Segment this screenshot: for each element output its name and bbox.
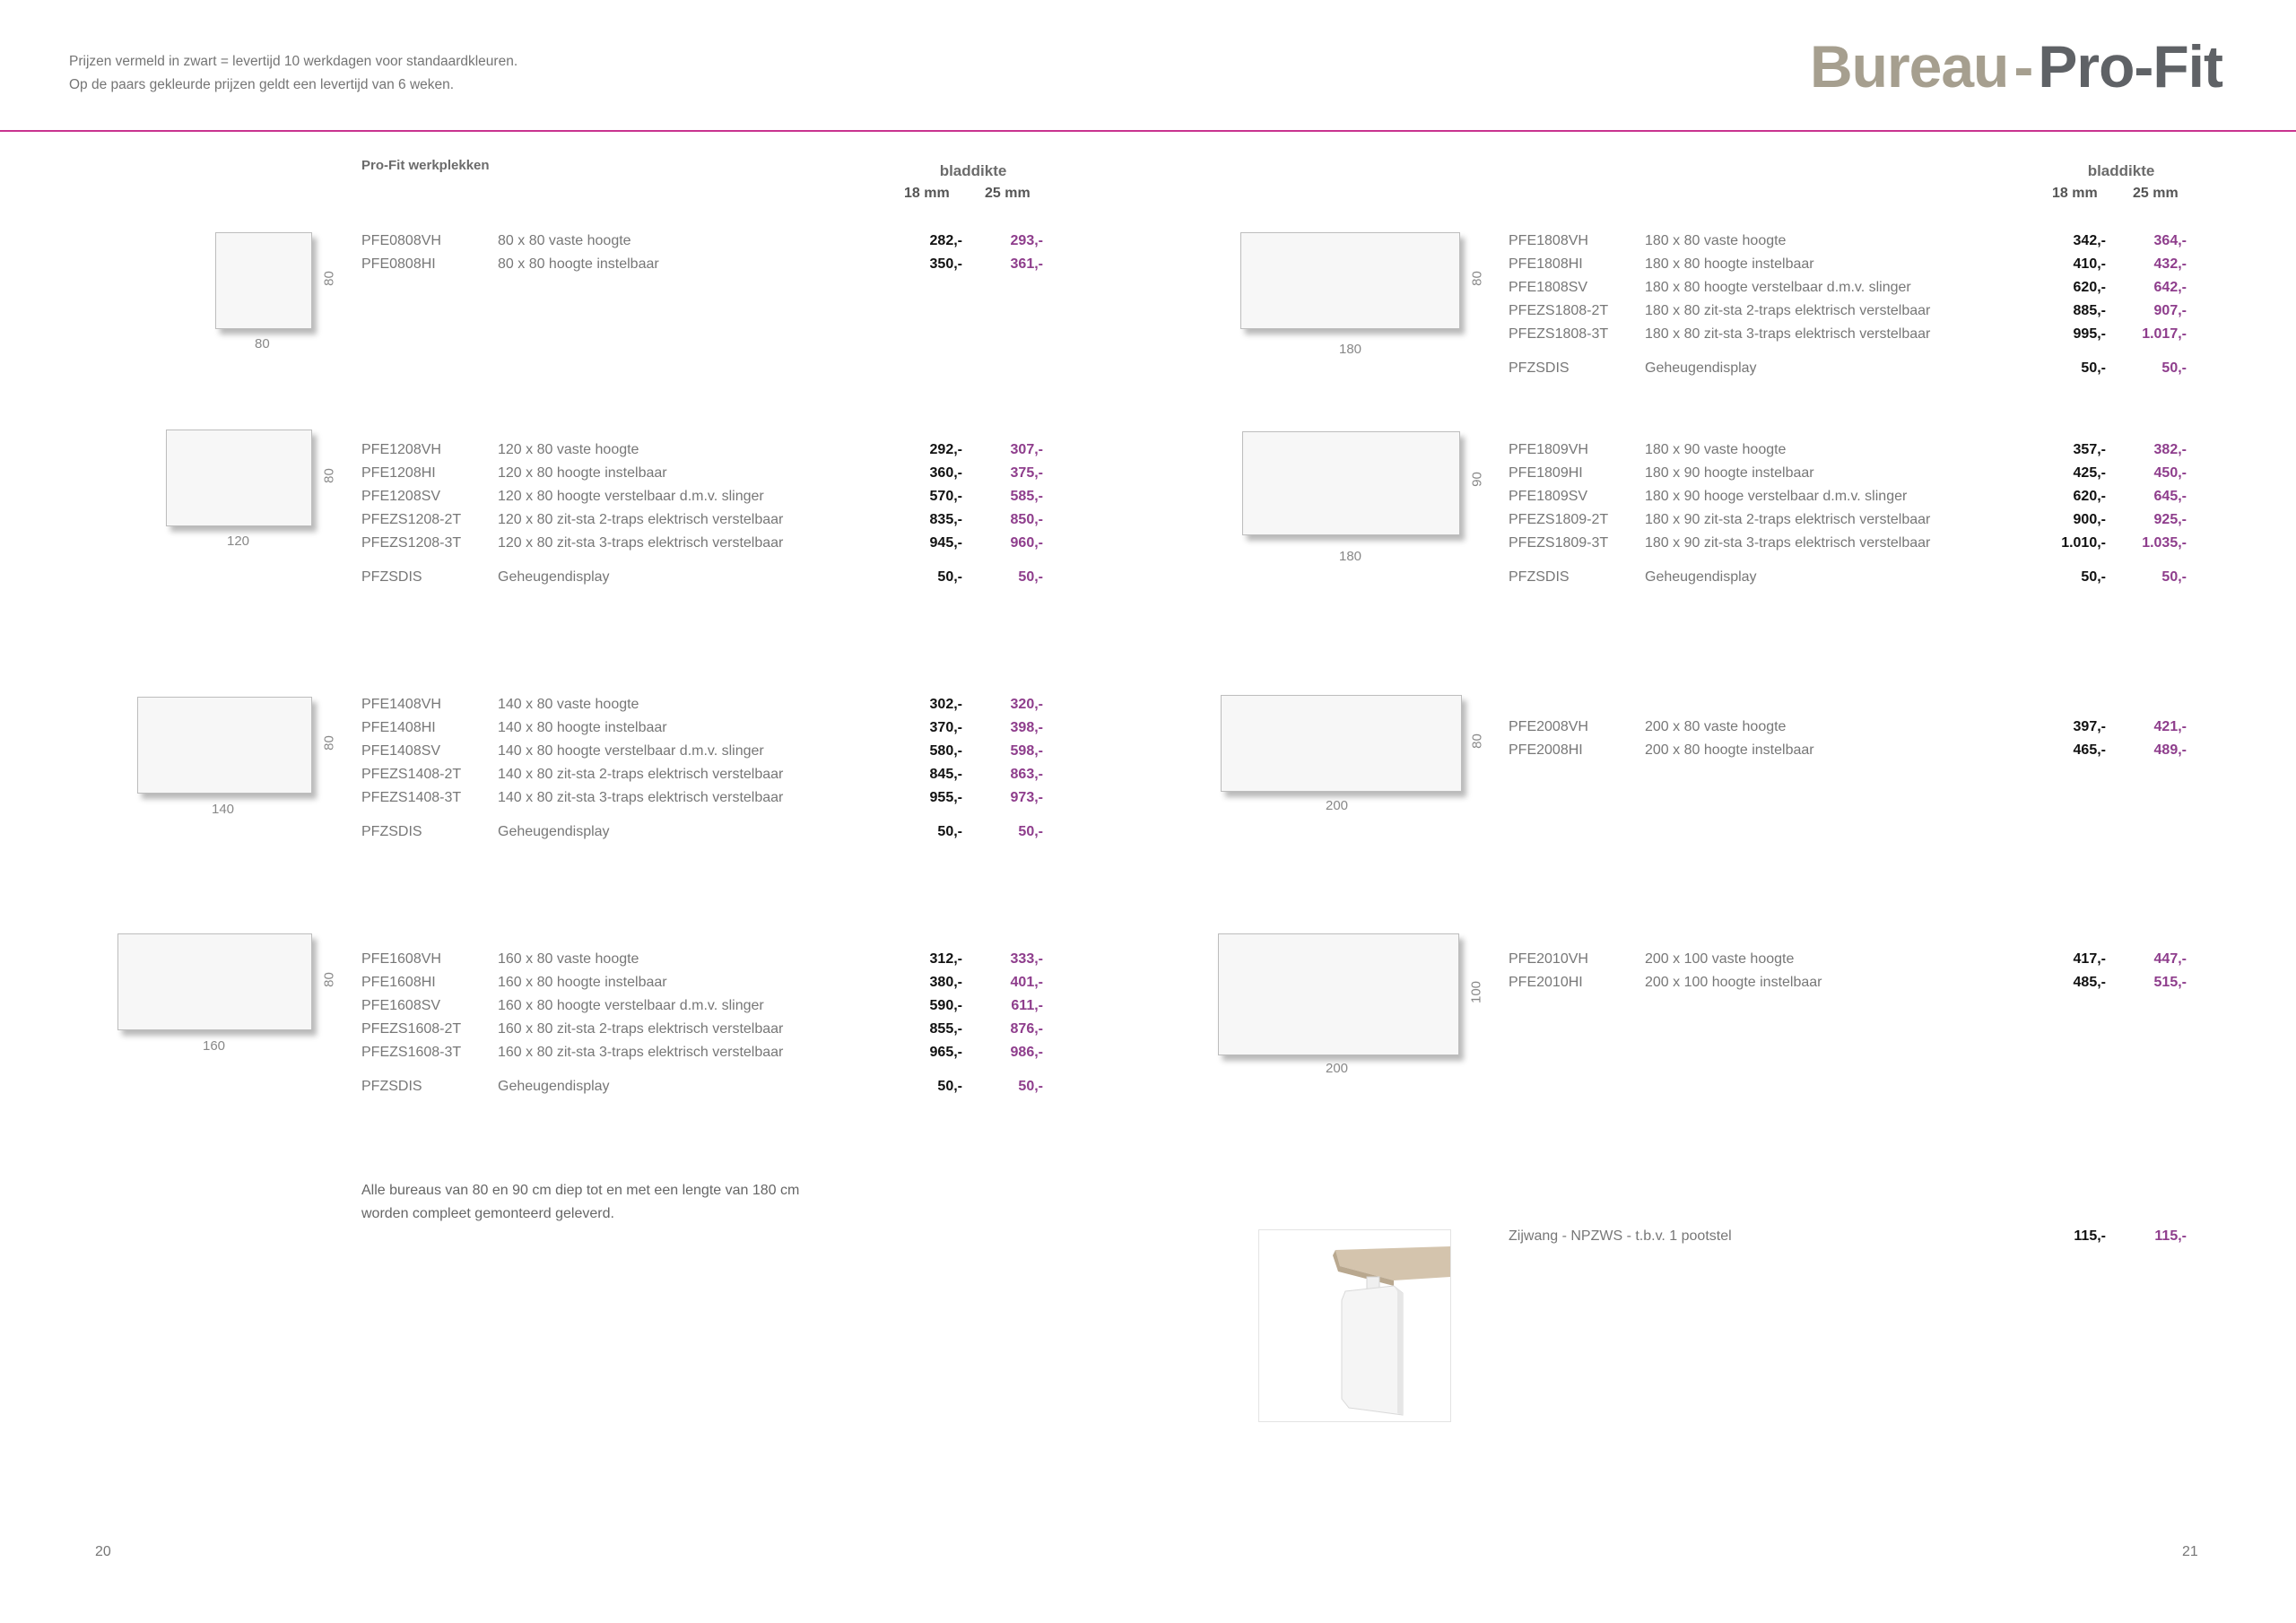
side-panel-photo: [1258, 1229, 1451, 1422]
product-desc: 160 x 80 vaste hoogte: [498, 951, 639, 967]
price-18mm: 410,-: [2073, 256, 2106, 272]
product-desc: 120 x 80 vaste hoogte: [498, 442, 639, 457]
assembly-footnote-line-2: worden compleet gemonteerd geleverd.: [361, 1206, 614, 1221]
product-code: PFEZS1808-2T: [1509, 303, 1609, 318]
product-code: PFEZS1809-3T: [1509, 535, 1609, 551]
price-25mm: 973,-: [1010, 790, 1043, 805]
product-desc: 180 x 90 vaste hoogte: [1645, 442, 1787, 457]
price-18mm: 115,-: [2074, 1228, 2106, 1244]
title-part-1: Bureau: [1809, 33, 2009, 100]
desk-depth-label: 100: [1468, 980, 1484, 1004]
product-desc: 180 x 90 zit-sta 2-traps elektrisch verstelbaar: [1645, 512, 1931, 527]
product-code: PFE2010VH: [1509, 951, 1588, 967]
price-25mm: 50,-: [2161, 360, 2187, 376]
price-18mm: 360,-: [929, 465, 962, 481]
price-18mm: 945,-: [929, 535, 962, 551]
price-18mm: 342,-: [2073, 233, 2106, 248]
price-25mm: 50,-: [2161, 569, 2187, 585]
right-col-header: bladdikte: [2087, 162, 2155, 179]
left-col-18mm: 18 mm: [904, 186, 950, 201]
desk-diagram-120x80: [166, 430, 312, 526]
desk-diagram-160x80: [117, 933, 312, 1030]
product-code: PFE1608HI: [361, 975, 436, 990]
section-title: Pro-Fit werkplekken: [361, 158, 490, 173]
desk-width-label: 80: [255, 336, 270, 352]
price-25mm: 333,-: [1010, 951, 1043, 967]
page-number-right: 21: [2182, 1544, 2198, 1559]
product-desc: 180 x 80 hoogte verstelbaar d.m.v. slinger: [1645, 280, 1911, 295]
desk-width-label: 180: [1339, 342, 1362, 357]
price-25mm: 986,-: [1010, 1045, 1043, 1060]
price-18mm: 50,-: [2081, 569, 2106, 585]
price-18mm: 50,-: [937, 1079, 962, 1094]
product-code: PFEZS1608-3T: [361, 1045, 462, 1060]
price-18mm: 580,-: [929, 743, 962, 759]
right-col-18mm: 18 mm: [2052, 186, 2098, 201]
price-18mm: 370,-: [929, 720, 962, 735]
product-code: PFEZS1408-2T: [361, 767, 462, 782]
product-desc: 180 x 80 hoogte instelbaar: [1645, 256, 1814, 272]
desk-depth-label: 80: [1469, 271, 1485, 286]
price-25mm: 642,-: [2153, 280, 2187, 295]
product-code: PFE0808HI: [361, 256, 436, 272]
page-title: [1810, 32, 2222, 100]
desk-depth-label: 80: [321, 468, 337, 483]
price-18mm: 282,-: [929, 233, 962, 248]
product-code: PFEZS1208-3T: [361, 535, 462, 551]
product-desc: 160 x 80 hoogte instelbaar: [498, 975, 667, 990]
desk-depth-label: 80: [321, 271, 337, 286]
price-25mm: 907,-: [2153, 303, 2187, 318]
price-18mm: 995,-: [2073, 326, 2106, 342]
price-18mm: 50,-: [937, 824, 962, 839]
product-desc: 140 x 80 hoogte verstelbaar d.m.v. slinger: [498, 743, 764, 759]
product-code: PFE1408HI: [361, 720, 436, 735]
price-note-line-1: Prijzen vermeld in zwart = levertijd 10 werkdagen voor standaardkleuren.: [69, 54, 518, 69]
product-desc: 140 x 80 vaste hoogte: [498, 697, 639, 712]
desk-diagram-180x80: [1240, 232, 1460, 329]
product-code: PFE2008VH: [1509, 719, 1588, 734]
desk-depth-label: 80: [321, 972, 337, 987]
product-desc: 120 x 80 hoogte instelbaar: [498, 465, 667, 481]
product-desc: 140 x 80 zit-sta 2-traps elektrisch verstelbaar: [498, 767, 784, 782]
price-25mm: 361,-: [1010, 256, 1043, 272]
product-desc: 200 x 80 vaste hoogte: [1645, 719, 1787, 734]
desk-width-label: 200: [1326, 798, 1349, 813]
product-code: PFE1408VH: [361, 697, 441, 712]
page-number-left: 20: [95, 1544, 111, 1559]
product-desc: Geheugendisplay: [1645, 360, 1757, 376]
price-18mm: 485,-: [2073, 975, 2106, 990]
price-25mm: 364,-: [2153, 233, 2187, 248]
product-desc: 200 x 100 vaste hoogte: [1645, 951, 1795, 967]
price-18mm: 380,-: [929, 975, 962, 990]
product-desc: Geheugendisplay: [498, 824, 610, 839]
price-25mm: 307,-: [1010, 442, 1043, 457]
price-25mm: 320,-: [1010, 697, 1043, 712]
price-18mm: 570,-: [929, 489, 962, 504]
desk-diagram-200x100: [1218, 933, 1459, 1055]
price-25mm: 421,-: [2153, 719, 2187, 734]
product-code: PFE1208SV: [361, 489, 441, 504]
price-18mm: 845,-: [929, 767, 962, 782]
desk-depth-label: 80: [321, 735, 337, 751]
left-col-25mm: 25 mm: [985, 186, 1031, 201]
product-desc: 180 x 90 hoogte instelbaar: [1645, 465, 1814, 481]
price-18mm: 417,-: [2073, 951, 2106, 967]
product-code: PFZSDIS: [1509, 569, 1570, 585]
assembly-footnote: [361, 1179, 799, 1226]
price-18mm: 620,-: [2073, 489, 2106, 504]
price-25mm: 50,-: [1018, 569, 1043, 585]
price-18mm: 620,-: [2073, 280, 2106, 295]
product-desc: 120 x 80 zit-sta 3-traps elektrisch verstelbaar: [498, 535, 784, 551]
right-col-25mm: 25 mm: [2133, 186, 2179, 201]
product-desc: 180 x 80 zit-sta 3-traps elektrisch verstelbaar: [1645, 326, 1931, 342]
product-code: PFE1408SV: [361, 743, 441, 759]
price-18mm: 292,-: [929, 442, 962, 457]
product-desc: 180 x 90 hooge verstelbaar d.m.v. slinger: [1645, 489, 1908, 504]
price-25mm: 515,-: [2153, 975, 2187, 990]
product-code: PFE0808VH: [361, 233, 441, 248]
product-code: PFE1808SV: [1509, 280, 1588, 295]
product-desc: 120 x 80 hoogte verstelbaar d.m.v. slinger: [498, 489, 764, 504]
price-25mm: 611,-: [1011, 998, 1043, 1013]
price-25mm: 598,-: [1010, 743, 1043, 759]
desk-diagram-80x80: [215, 232, 312, 329]
product-code: PFE1208VH: [361, 442, 441, 457]
product-code: PFEZS1208-2T: [361, 512, 462, 527]
product-code: PFEZS1608-2T: [361, 1021, 462, 1037]
product-code: PFEZS1809-2T: [1509, 512, 1609, 527]
price-25mm: 645,-: [2153, 489, 2187, 504]
product-code: PFZSDIS: [1509, 360, 1570, 376]
left-col-header: bladdikte: [939, 162, 1007, 179]
price-25mm: 50,-: [1018, 824, 1043, 839]
price-25mm: 960,-: [1010, 535, 1043, 551]
price-18mm: 590,-: [929, 998, 962, 1013]
price-25mm: 863,-: [1010, 767, 1043, 782]
desk-width-label: 160: [203, 1038, 226, 1054]
product-code: PFE2008HI: [1509, 742, 1583, 758]
price-18mm: 357,-: [2073, 442, 2106, 457]
price-18mm: 50,-: [2081, 360, 2106, 376]
product-code: PFE1808HI: [1509, 256, 1583, 272]
side-panel-illustration: [1259, 1230, 1450, 1421]
desk-diagram-180x90: [1242, 431, 1460, 535]
price-25mm: 447,-: [2153, 951, 2187, 967]
desk-depth-label: 90: [1469, 472, 1485, 487]
product-code: PFEZS1808-3T: [1509, 326, 1609, 342]
price-18mm: 955,-: [929, 790, 962, 805]
price-25mm: 432,-: [2153, 256, 2187, 272]
product-code: PFE1809VH: [1509, 442, 1588, 457]
desk-width-label: 200: [1326, 1061, 1349, 1076]
desk-diagram-200x80: [1221, 695, 1462, 792]
product-code: PFE1608SV: [361, 998, 441, 1013]
product-desc: 140 x 80 zit-sta 3-traps elektrisch verstelbaar: [498, 790, 784, 805]
desk-width-label: 120: [227, 534, 250, 549]
product-desc: 140 x 80 hoogte instelbaar: [498, 720, 667, 735]
price-25mm: 401,-: [1010, 975, 1043, 990]
product-code: PFE1809SV: [1509, 489, 1588, 504]
price-25mm: 585,-: [1010, 489, 1043, 504]
price-18mm: 885,-: [2073, 303, 2106, 318]
price-note: [69, 50, 517, 97]
price-25mm: 1.017,-: [2142, 326, 2187, 342]
price-25mm: 450,-: [2153, 465, 2187, 481]
product-desc: 200 x 80 hoogte instelbaar: [1645, 742, 1814, 758]
price-25mm: 876,-: [1010, 1021, 1043, 1037]
price-25mm: 489,-: [2153, 742, 2187, 758]
product-code: PFE1809HI: [1509, 465, 1583, 481]
price-18mm: 350,-: [929, 256, 962, 272]
title-dash: -: [2013, 33, 2033, 100]
price-18mm: 465,-: [2073, 742, 2106, 758]
product-desc: 160 x 80 zit-sta 3-traps elektrisch verstelbaar: [498, 1045, 784, 1060]
price-18mm: 835,-: [929, 512, 962, 527]
price-18mm: 312,-: [929, 951, 962, 967]
product-desc: 160 x 80 hoogte verstelbaar d.m.v. slinger: [498, 998, 764, 1013]
product-code: PFE2010HI: [1509, 975, 1583, 990]
price-25mm: 1.035,-: [2142, 535, 2187, 551]
price-25mm: 50,-: [1018, 1079, 1043, 1094]
product-desc: 200 x 100 hoogte instelbaar: [1645, 975, 1822, 990]
product-code: PFE1608VH: [361, 951, 441, 967]
product-desc: 160 x 80 zit-sta 2-traps elektrisch verstelbaar: [498, 1021, 784, 1037]
product-desc: 180 x 90 zit-sta 3-traps elektrisch verstelbaar: [1645, 535, 1931, 551]
price-25mm: 398,-: [1010, 720, 1043, 735]
price-25mm: 375,-: [1010, 465, 1043, 481]
product-code: PFE1208HI: [361, 465, 436, 481]
desk-diagram-140x80: [137, 697, 312, 794]
price-18mm: 1.010,-: [2061, 535, 2106, 551]
product-desc: Geheugendisplay: [498, 1079, 610, 1094]
product-desc: Geheugendisplay: [498, 569, 610, 585]
product-code: PFZSDIS: [361, 1079, 422, 1094]
price-18mm: 855,-: [929, 1021, 962, 1037]
product-desc: 180 x 80 zit-sta 2-traps elektrisch verstelbaar: [1645, 303, 1931, 318]
product-code: PFZSDIS: [361, 569, 422, 585]
product-desc: Zijwang - NPZWS - t.b.v. 1 pootstel: [1509, 1228, 1732, 1244]
price-18mm: 397,-: [2073, 719, 2106, 734]
product-desc: 180 x 80 vaste hoogte: [1645, 233, 1787, 248]
product-code: PFEZS1408-3T: [361, 790, 462, 805]
accent-rule: [0, 130, 2296, 132]
title-part-2: Pro-Fit: [2038, 33, 2222, 100]
price-18mm: 900,-: [2073, 512, 2106, 527]
price-18mm: 965,-: [929, 1045, 962, 1060]
price-18mm: 302,-: [929, 697, 962, 712]
product-desc: Geheugendisplay: [1645, 569, 1757, 585]
product-code: PFE1808VH: [1509, 233, 1588, 248]
price-18mm: 50,-: [937, 569, 962, 585]
price-18mm: 425,-: [2073, 465, 2106, 481]
desk-width-label: 180: [1339, 549, 1362, 564]
product-desc: 120 x 80 zit-sta 2-traps elektrisch verstelbaar: [498, 512, 784, 527]
price-25mm: 382,-: [2153, 442, 2187, 457]
product-desc: 80 x 80 hoogte instelbaar: [498, 256, 659, 272]
desk-width-label: 140: [212, 802, 235, 817]
price-note-line-2: Op de paars gekleurde prijzen geldt een levertijd van 6 weken.: [69, 77, 455, 92]
assembly-footnote-line-1: Alle bureaus van 80 en 90 cm diep tot en met een lengte van 180 cm: [361, 1183, 800, 1198]
product-desc: 80 x 80 vaste hoogte: [498, 233, 631, 248]
price-25mm: 850,-: [1010, 512, 1043, 527]
desk-depth-label: 80: [1469, 733, 1485, 749]
price-25mm: 293,-: [1010, 233, 1043, 248]
price-25mm: 925,-: [2153, 512, 2187, 527]
product-code: PFZSDIS: [361, 824, 422, 839]
price-25mm: 115,-: [2154, 1228, 2187, 1244]
